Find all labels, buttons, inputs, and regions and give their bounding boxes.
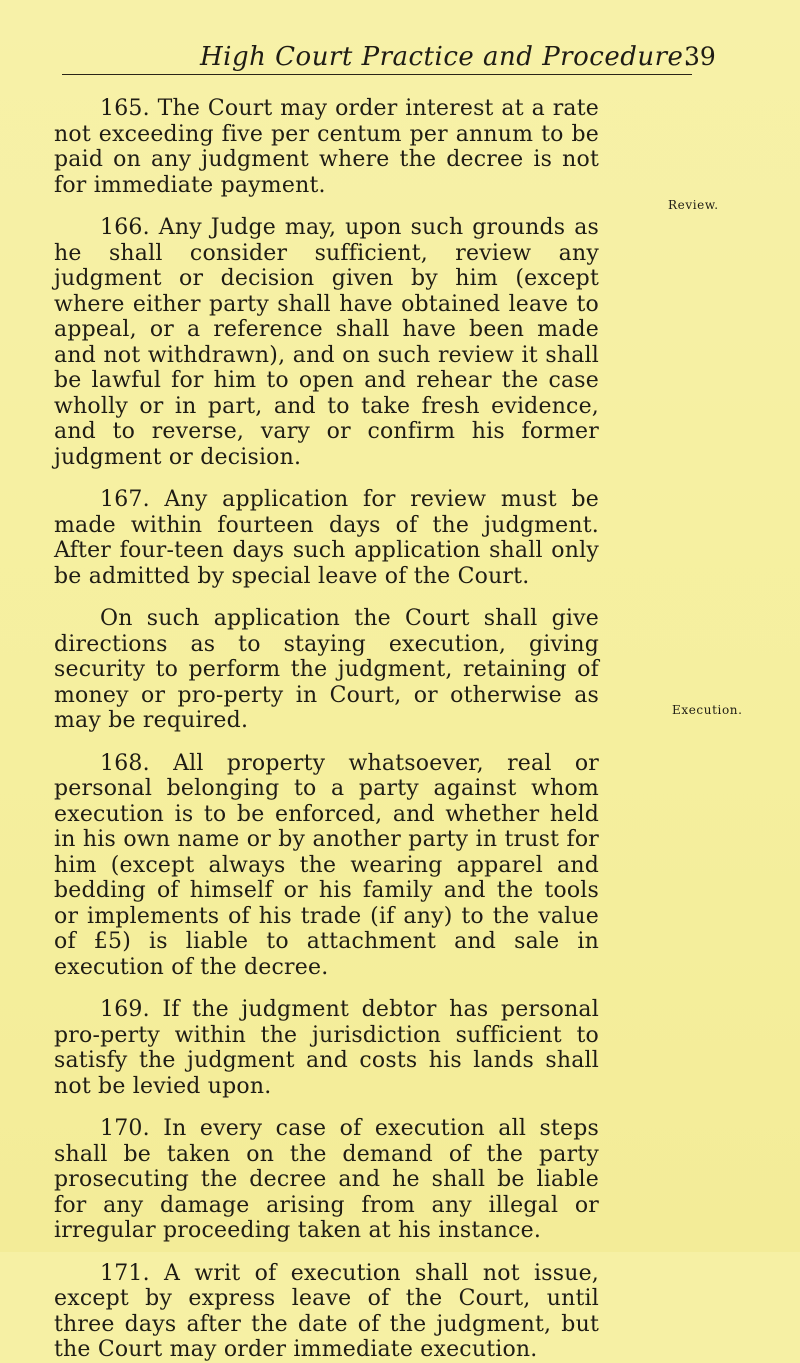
header-rule [62,74,692,75]
paragraph-168: 168. All property whatsoever, real or personal belonging to a party against whom execution is to be enforced, and whether held in his own name or by another party in trust for him (except always the wearing apparel and bedding of himself or his family and the tools or implements of his trade (if any) to the value of £5) is liable to attachment and sale in execution of the decree. [54,750,599,980]
body-text [54,96,599,1363]
paragraph-170: 170. In every case of execution all steps shall be taken on the demand of the party prosecuting the decree and he shall be liable for any damage arising from any illegal or irregular proceeding taken at his instance. [54,1116,599,1243]
side-note-review: Review. [668,198,719,212]
paragraph-167-continued: On such application the Court shall give directions as to staying execution, giving security to perform the judgment, retaining of money or pro-perty in Court, or otherwise as may be required. [54,606,599,733]
page-number: 39 [684,42,716,71]
running-head [0,42,800,82]
side-note-execution: Execution. [672,703,743,717]
paragraph-167: 167. Any application for review must be made within fourteen days of the judgment. After four-teen days such application shall only be admitted by special leave of the Court. [54,487,599,589]
running-title: High Court Practice and Procedure. [200,42,693,72]
paragraph-171: 171. A writ of execution shall not issue, except by express leave of the Court, until three days after the date of the judgment, but the Court may order immediate execution. [54,1260,599,1362]
paragraph-165: 165. The Court may order interest at a rate not exceeding five per centum per annum to be paid on any judgment where the decree is not for immediate payment. [54,96,599,198]
paragraph-169: 169. If the judgment debtor has personal pro-perty within the jurisdiction sufficient to satisfy the judgment and costs his lands shall not be levied upon. [54,997,599,1099]
paragraph-166: 166. Any Judge may, upon such grounds as he shall consider sufficient, review any judgment or decision given by him (except where either party shall have obtained leave to appeal, or a reference shall have been made and not withdrawn), and on such review it shall be lawful for him to open and rehear the case wholly or in part, and to take fresh evidence, and to reverse, vary or confirm his former judgment or decision. [54,215,599,470]
